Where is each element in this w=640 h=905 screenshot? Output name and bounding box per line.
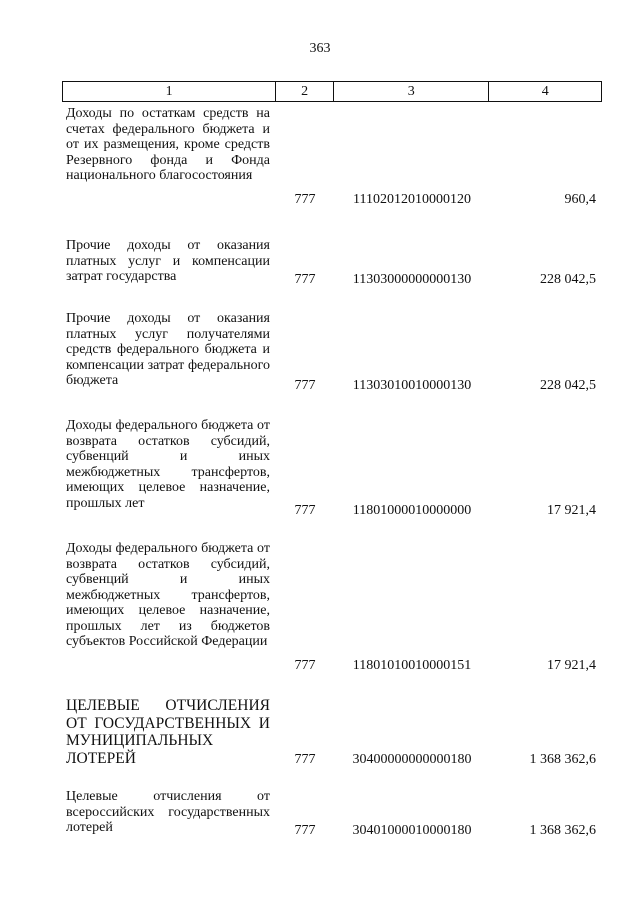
table-row	[62, 238, 602, 288]
row-code: 777	[294, 503, 316, 518]
table-row	[62, 418, 602, 519]
table-row	[62, 697, 602, 768]
header-col-3: 3	[334, 82, 489, 101]
row-description: Прочие доходы от оказания платных услуг получателями средств федерального бюджета и компенсации затрат федерального бюджета	[66, 311, 270, 388]
row-code: 777	[294, 192, 316, 207]
row-kbk: 30401000010000180	[352, 823, 472, 838]
table-row	[62, 311, 602, 394]
row-kbk: 11102012010000120	[353, 192, 471, 207]
row-code: 777	[294, 378, 316, 393]
row-code: 777	[294, 272, 316, 287]
table-row	[62, 789, 602, 839]
row-amount: 1 368 362,6	[529, 752, 596, 767]
page-number: 363	[309, 41, 331, 56]
row-code: 777	[294, 752, 316, 767]
row-amount: 228 042,5	[540, 272, 596, 287]
table-header	[62, 81, 602, 102]
header-col-1: 1	[63, 82, 276, 101]
row-amount: 1 368 362,6	[529, 823, 596, 838]
row-description: Доходы федерального бюджета от возврата остатков субсидий, субвенций и иных межбюджетных трансфертов, имеющих целевое назначение, прошлых лет из бюджетов субъектов Российской Федерации	[66, 541, 270, 649]
row-description: Доходы по остаткам средств на счетах федерального бюджета и от их размещения, кроме средств Резервного фонда и Фонда национального благосостояния	[66, 106, 270, 183]
row-amount: 17 921,4	[547, 503, 596, 518]
row-amount: 17 921,4	[547, 658, 596, 673]
row-description: Целевые отчисления от всероссийских государственных лотерей	[66, 789, 270, 835]
row-amount: 960,4	[564, 192, 596, 207]
row-kbk: 11303000000000130	[352, 272, 472, 287]
row-kbk: 30400000000000180	[352, 752, 472, 767]
row-kbk: 11801010010000151	[352, 658, 472, 673]
row-amount: 228 042,5	[540, 378, 596, 393]
row-kbk: 11801000010000000	[352, 503, 472, 518]
row-description: Доходы федерального бюджета от возврата остатков субсидий, субвенций и иных межбюджетных трансфертов, имеющих целевое назначение, прошлых лет	[66, 418, 270, 511]
header-col-4: 4	[541, 84, 549, 99]
table-row	[62, 106, 602, 208]
row-code: 777	[294, 823, 316, 838]
header-col-2: 2	[276, 82, 334, 101]
row-description: Прочие доходы от оказания платных услуг и компенсации затрат государства	[66, 238, 270, 284]
row-kbk: 11303010010000130	[352, 378, 472, 393]
row-code: 777	[294, 658, 316, 673]
table-row	[62, 541, 602, 674]
row-description: ЦЕЛЕВЫЕ ОТЧИСЛЕНИЯ ОТ ГОСУДАРСТВЕННЫХ И МУНИЦИПАЛЬНЫХ ЛОТЕРЕЙ	[66, 697, 270, 767]
